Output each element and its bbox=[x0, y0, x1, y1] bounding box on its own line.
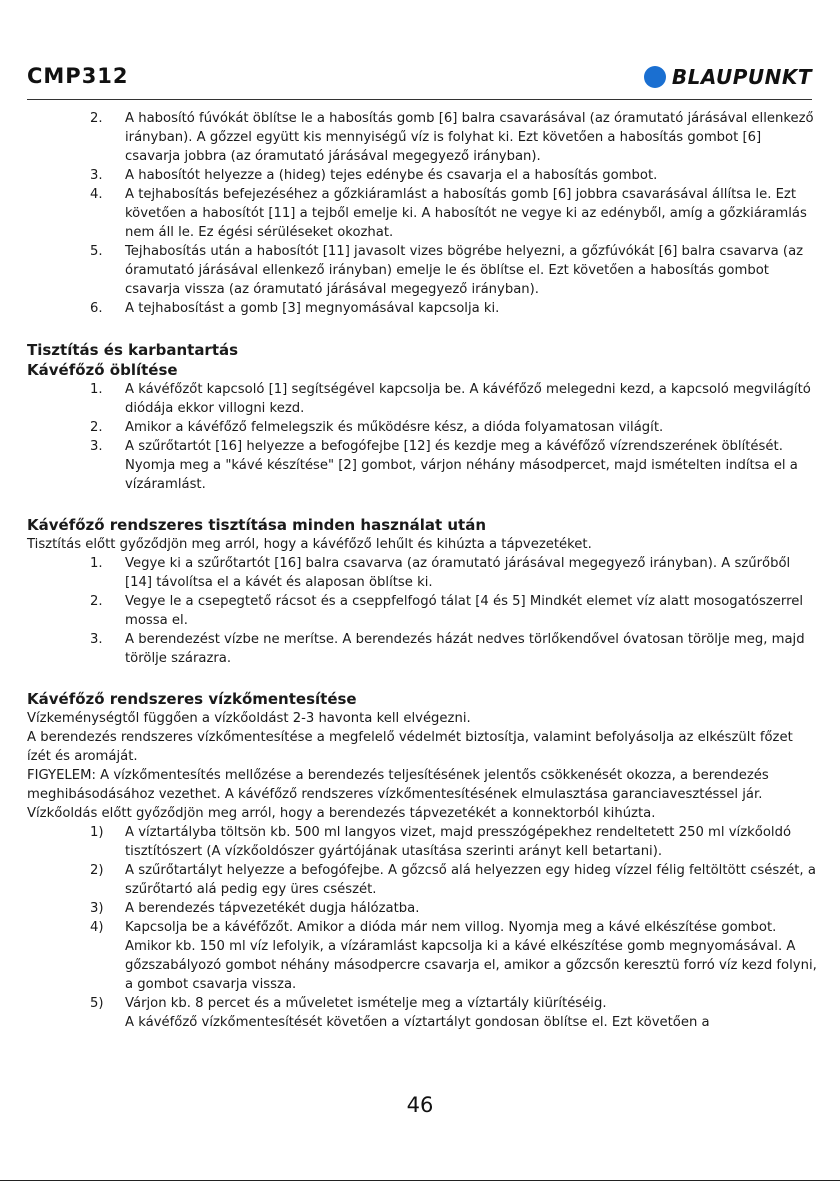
item-number: 6. bbox=[90, 301, 103, 316]
list-item bbox=[27, 185, 817, 242]
item-number: 2. bbox=[90, 594, 103, 609]
brand-logo bbox=[644, 65, 812, 89]
item-number: 4. bbox=[90, 187, 103, 202]
cleaning-list bbox=[27, 554, 817, 668]
item-text: A tejhabosítást a gomb [3] megnyomásával kapcsolja ki. bbox=[125, 301, 500, 316]
section-title-regular-cleaning: Kávéfőző rendszeres tisztítása minden használat után bbox=[27, 516, 487, 534]
list-item bbox=[27, 861, 817, 899]
item-number: 5. bbox=[90, 244, 103, 259]
item-number: 1. bbox=[90, 556, 103, 571]
list-item bbox=[27, 299, 817, 318]
continuation-text bbox=[27, 1013, 817, 1032]
item-text: A víztartályba töltsön kb. 500 ml langyos vizet, majd presszógépekhez rendeltetett 250 ml vízkőoldó tisztítószert (A vízkőoldószer gyártójának utasítása szerinti arányt kell betartani). bbox=[125, 825, 792, 859]
list-item bbox=[27, 592, 817, 630]
item-text: A szűrőtartót [16] helyezze a befogófejbe [12] és kezdje meg a kávéfőző vízrendszerének öblítését. Nyomja meg a "kávé készítése" [2] gombot, várjon néhány másodpercet, majd ismételten indítsa el a vízáramlást. bbox=[125, 439, 798, 492]
page-content bbox=[27, 109, 817, 1032]
section-intro: Tisztítás előtt győződjön meg arról, hogy a kávéfőző lehűlt és kihúzta a tápvezetéket. bbox=[27, 537, 592, 552]
item-number: 3. bbox=[90, 168, 103, 183]
item-number: 2. bbox=[90, 420, 103, 435]
section-title-cleaning: Tisztítás és karbantartás bbox=[27, 341, 239, 359]
item-number: 3. bbox=[90, 439, 103, 454]
item-number: 4) bbox=[90, 920, 104, 935]
rinsing-list bbox=[27, 380, 817, 494]
list-item bbox=[27, 109, 817, 166]
list-item bbox=[27, 437, 817, 494]
item-text: A kávéfőző vízkőmentesítését követően a víztartályt gondosan öblítse el. Ezt követően a bbox=[125, 1015, 710, 1030]
list-item bbox=[27, 418, 817, 437]
paragraph: A berendezés rendszeres vízkőmentesítése a megfelelő védelmét biztosítja, valamint befolyásolja az elkészült főzet ízét és aromáját. bbox=[27, 730, 793, 764]
item-text: A habosítót helyezze a (hideg) tejes edénybe és csavarja el a habosítás gombot. bbox=[125, 168, 658, 183]
item-text: A kávéfőzőt kapcsoló [1] segítségével kapcsolja be. A kávéfőző melegedni kezd, a kapcsoló megvilágító diódája ekkor villogni kezd. bbox=[125, 382, 811, 416]
item-text: A habosító fúvókát öblítse le a habosítás gomb [6] balra csavarásával (az óramutató járásával ellenkező irányban). A gőzzel együtt kis mennyiségű víz is folyhat ki. Ezt követően a habosítás gombot [6] csavarja jobbra (az óramutató járásával megegyező irányban). bbox=[125, 111, 814, 164]
list-item bbox=[27, 994, 817, 1013]
paragraph: Vízkeménységtől függően a vízkőoldást 2-3 havonta kell elvégezni. bbox=[27, 711, 471, 726]
subsection-title-rinsing: Kávéfőző öblítése bbox=[27, 361, 178, 379]
item-number: 1. bbox=[90, 382, 103, 397]
list-item bbox=[27, 380, 817, 418]
item-text: A tejhabosítás befejezéséhez a gőzkiáramlást a habosítás gomb [6] jobbra csavarásával állítsa le. Ezt követően a habosítót [11] a tejből emelje ki. A habosítót ne vegye ki az edényből, amíg a gőzkiáramlás nem áll le. Ez égési sérüléseket okozhat. bbox=[125, 187, 807, 240]
brand-name: BLAUPUNKT bbox=[671, 65, 812, 89]
item-number: 2. bbox=[90, 111, 103, 126]
item-text: A berendezést vízbe ne merítse. A berendezés házát nedves törlőkendővel óvatosan törölje meg, majd törölje szárazra. bbox=[125, 632, 805, 666]
item-text: Tejhabosítás után a habosítót [11] javasolt vizes bögrébe helyezni, a gőzfúvókát [6] balra csavarva (az óramutató járásával ellenkező irányban) emelje le és öblítse el. Ezt követően a habosítás gombot csavarja vissza (az óramutató járásával megegyező irányban). bbox=[125, 244, 804, 297]
item-text: A szűrőtartályt helyezze a befogófejbe. A gőzcső alá helyezzen egy hideg vízzel félig feltöltött csészét, a szűrőtartó alá pedig egy üres csészét. bbox=[125, 863, 816, 897]
item-number: 3) bbox=[90, 901, 104, 916]
item-text: Vegye le a csepegtető rácsot és a cseppfelfogó tálat [4 és 5] Mindkét elemet víz alatt mosogatószerrel mossa el. bbox=[125, 594, 803, 628]
descaling-list bbox=[27, 823, 817, 1032]
item-text: A berendezés tápvezetékét dugja hálózatba. bbox=[125, 901, 420, 916]
bottom-divider bbox=[0, 1180, 840, 1181]
warning-paragraph: FIGYELEM: A vízkőmentesítés mellőzése a berendezés teljesítésének jelentős csökkenését okozza, a berendezés meghibásodásához vezethet. A kávéfőző rendszeres vízkőmentesítésének elmulasztása garanciavesztéssel jár. bbox=[27, 768, 769, 802]
model-name: CMP312 bbox=[27, 64, 129, 88]
list-item bbox=[27, 554, 817, 592]
item-text: Várjon kb. 8 percet és a műveletet ismételje meg a víztartály kiürítéséig. bbox=[125, 996, 607, 1011]
paragraph: Vízkőoldás előtt győződjön meg arról, hogy a berendezés tápvezetékét a konnektorból kihúzta. bbox=[27, 806, 656, 821]
item-text: Vegye ki a szűrőtartót [16] balra csavarva (az óramutató járásával megegyező irányban). A szűrőből [14] távolítsa el a kávét és alaposan öblítse ki. bbox=[125, 556, 791, 590]
item-number: 2) bbox=[90, 863, 104, 878]
list-top bbox=[27, 109, 817, 318]
item-number: 3. bbox=[90, 632, 103, 647]
section-title-descaling: Kávéfőző rendszeres vízkőmentesítése bbox=[27, 690, 357, 708]
item-number: 1) bbox=[90, 825, 104, 840]
list-item bbox=[27, 242, 817, 299]
brand-dot-icon bbox=[644, 66, 666, 88]
list-item bbox=[27, 166, 817, 185]
list-item bbox=[27, 630, 817, 668]
item-text: Kapcsolja be a kávéfőzőt. Amikor a dióda már nem villog. Nyomja meg a kávé elkészítése gombot. Amikor kb. 150 ml víz lefolyik, a vízáramlást kapcsolja ki a kávé elkészítése gomb megnyomásával. A gőzszabályozó gombot néhány másodpercre csavarja el, amikor a gőzcsőn keresztü forró víz kezd folyni, a gombot csavarja vissza. bbox=[125, 920, 817, 992]
list-item bbox=[27, 918, 817, 994]
item-text: Amikor a kávéfőző felmelegszik és működésre kész, a dióda folyamatosan világít. bbox=[125, 420, 664, 435]
page-header bbox=[27, 62, 812, 98]
item-number: 5) bbox=[90, 996, 104, 1011]
page-number: 46 bbox=[406, 1093, 434, 1117]
list-item bbox=[27, 823, 817, 861]
header-divider bbox=[27, 99, 812, 100]
list-item bbox=[27, 899, 817, 918]
